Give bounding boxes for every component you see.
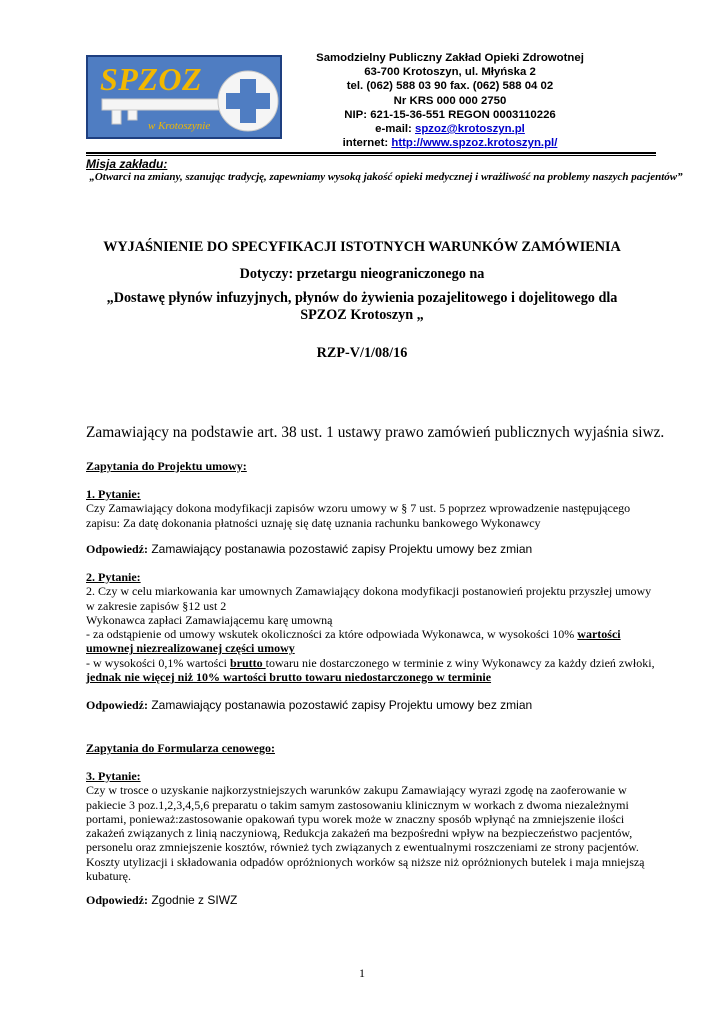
logo-text: SPZOZ (100, 61, 203, 97)
institution-phone: tel. (062) 588 03 90 fax. (062) 588 04 02 (346, 80, 554, 93)
answer-3-text: Zgodnie z SIWZ (148, 893, 238, 907)
question-2-line4-text-a: - w wysokości 0,1% wartości (86, 655, 230, 670)
question-2-line4-text-c: towaru nie dostarczonego w terminie z winy Wykonawcy za każdy dzień zwłoki, (265, 655, 655, 670)
question-2-line3-text: - za odstąpienie od umowy wskutek okoliczności za które odpowiada Wykonawca, w wysokości 10% (86, 627, 578, 642)
question-1-label: 1. Pytanie: (86, 487, 141, 501)
institution-name: Samodzielny Publiczny Zakład Opieki Zdrowotnej (316, 52, 584, 64)
institution-address: 63-700 Krotoszyn, ul. Młyńska 2 (364, 66, 536, 79)
section-heading-contract: Zapytania do Projektu umowy: (86, 459, 247, 473)
answer-1 (86, 542, 658, 556)
page-number: 1 (359, 966, 365, 980)
reference-number: RZP-V/1/08/16 (316, 345, 408, 361)
document-title: WYJAŚNIENIE DO SPECYFIKACJI ISTOTNYCH WARUNKÓW ZAMÓWIENIA (103, 239, 621, 255)
logo-subtitle: w Krotoszynie (148, 120, 211, 132)
question-2-line4-emphasis: jednak nie więcej niż 10% wartości brutto towaru niedostarczonego w terminie (86, 670, 492, 685)
website-link[interactable]: http://www.spzoz.krotoszyn.pl/ (391, 137, 558, 150)
mission-label: Misja zakładu: (86, 157, 168, 171)
answer-2-label: Odpowiedź: (86, 698, 149, 712)
question-1-text: Czy Zamawiający dokona modyfikacji zapisów wzoru umowy w § 7 ust. 5 poprzez wprowadzenie następującego zapisu: Za datę dokonania płatności uznaję się datę uznania rachunku bankowego Wykonawcy (86, 501, 631, 530)
institution-nip-regon: NIP: 621-15-36-551 REGON 0003110226 (344, 108, 556, 121)
question-2 (86, 570, 658, 684)
answer-1-label: Odpowiedź: (86, 542, 149, 556)
question-3-label: 3. Pytanie: (86, 769, 141, 783)
spzoz-logo (86, 55, 282, 139)
document-subject: Dotyczy: przetargu nieograniczonego na (239, 266, 485, 282)
institution-krs: Nr KRS 000 000 2750 (393, 94, 507, 107)
question-2-label: 2. Pytanie: (86, 570, 141, 584)
question-1 (86, 487, 658, 530)
question-2-line4-brutto: brutto (229, 655, 266, 670)
question-3-text: Czy w trosce o uzyskanie najkorzystniejszych warunków zakupu Zamawiający wyrazi zgodę na zaoferowanie w pakiecie 3 poz.1,2,3,4,5,6 preparatu o takim samym zastosowaniu klinicznym w workach z dwoma niezależnymi portami, ponieważ:zastosowanie opakowań typu worek może w znaczny sposób wpłynąć na zmniejszenie ilości zakażeń związanych z linią naczyniową, Redukcja zakażeń ma bezpośredni wpływ na bezpieczeństwo pacjentów, personelu oraz zmniejszenie kosztów, również tych związanych z ewentualnymi roszczeniami ze strony pacjentów. Koszty utylizacji i składowania odpadów opróżnionych worków są niższe niż opróżnionych butelek i maja mniejszą kubaturę. (86, 783, 645, 884)
tender-name: „Dostawę płynów infuzyjnych, płynów do żywienia pozajelitowego i dojelitowego dla SPZOZ Krotoszyn „ (106, 290, 618, 323)
header-divider (86, 152, 656, 154)
question-2-line1: 2. Czy w celu miarkowania kar umownych Zamawiający dokona modyfikacji postanowień projektu przyszłej umowy w zakresie zapisów §12 ust 2 (86, 584, 652, 613)
email-link[interactable]: spzoz@krotoszyn.pl (415, 123, 525, 136)
question-2-line4 (86, 656, 658, 685)
institution-header (280, 51, 620, 150)
answer-1-text: Zamawiający postanawia pozostawić zapisy Projektu umowy bez zmian (148, 542, 533, 556)
institution-email-row (280, 122, 620, 136)
answer-3-label: Odpowiedź: (86, 893, 149, 907)
question-2-line2: Wykonawca zapłaci Zamawiającemu karę umowną (86, 612, 333, 627)
question-3 (86, 769, 658, 883)
mission-text: „Otwarci na zmiany, szanując tradycję, zapewniamy wysoką jakość opieki medycznej i wrażliwość na problemy naszych pacjentów” (89, 171, 683, 183)
internet-label: internet: (342, 137, 392, 150)
email-label: e-mail: (375, 123, 416, 136)
header-divider-thin (86, 155, 656, 156)
section-heading-price-form: Zapytania do Formularza cenowego: (86, 741, 275, 755)
institution-internet-row (280, 136, 620, 150)
answer-3 (86, 893, 658, 907)
question-2-line3-emphasis: wartości umownej niezrealizowanej części umowy (86, 627, 621, 656)
question-2-line3 (86, 627, 658, 656)
intro-statement: Zamawiający na podstawie art. 38 ust. 1 ustawy prawo zamówień publicznych wyjaśnia siwz. (86, 424, 665, 441)
answer-2-text: Zamawiający postanawia pozostawić zapisy Projektu umowy bez zmian (148, 698, 533, 712)
answer-2 (86, 698, 658, 712)
